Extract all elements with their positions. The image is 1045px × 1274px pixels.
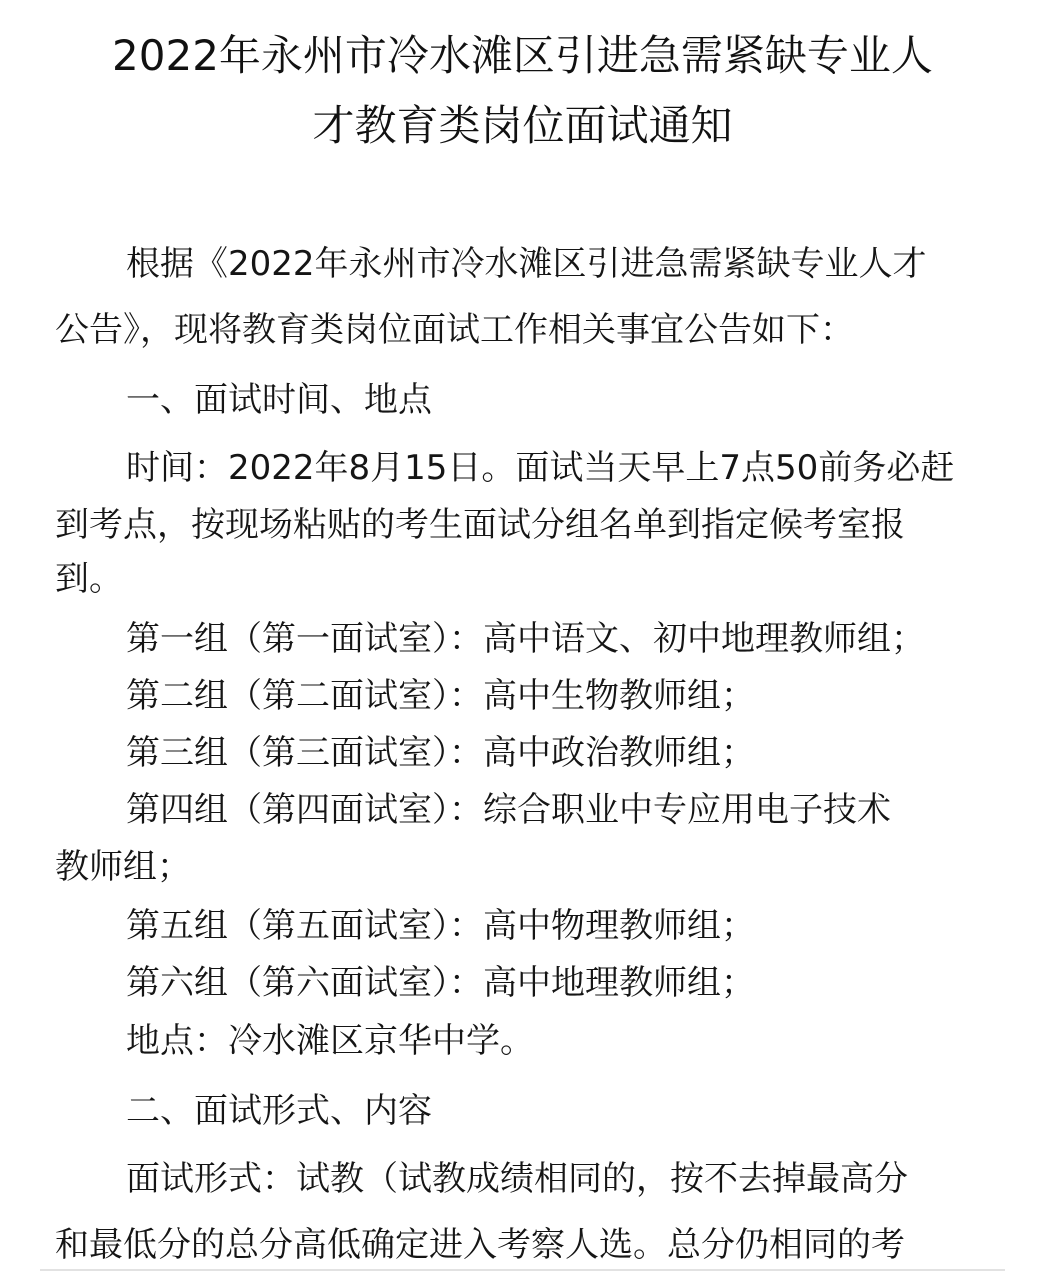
group-4-continuation-line: 教师组； <box>55 847 191 887</box>
format-paragraph-line-2: 和最低分的总分高低确定进入考察人选。总分仍相同的考 <box>55 1225 905 1265</box>
section-heading-time-location: 一、面试时间、地点 <box>126 380 432 420</box>
location-line: 地点：冷水滩区京华中学。 <box>126 1021 534 1061</box>
page-bottom-divider <box>40 1269 1005 1271</box>
intro-paragraph-line-1: 根据《2022年永州市冷水滩区引进急需紧缺专业人才 <box>126 244 927 284</box>
notice-title-line-2: 才教育类岗位面试通知 <box>312 101 733 150</box>
group-3-line: 第三组（第三面试室）：高中政治教师组； <box>126 733 755 773</box>
group-2-line: 第二组（第二面试室）：高中生物教师组； <box>126 676 755 716</box>
group-1-line: 第一组（第一面试室）：高中语文、初中地理教师组； <box>126 619 925 659</box>
intro-paragraph-line-2: 公告》，现将教育类岗位面试工作相关事宜公告如下： <box>55 310 854 350</box>
format-paragraph-line-1: 面试形式：试教（试教成绩相同的，按不去掉最高分 <box>126 1159 908 1199</box>
time-paragraph-line-2: 到考点，按现场粘贴的考生面试分组名单到指定候考室报 <box>55 505 905 545</box>
group-6-line: 第六组（第六面试室）：高中地理教师组； <box>126 963 755 1003</box>
notice-title-line-1: 2022年永州市冷水滩区引进急需紧缺专业人 <box>112 31 933 80</box>
group-5-line: 第五组（第五面试室）：高中物理教师组； <box>126 906 755 946</box>
time-paragraph-line-3: 到。 <box>55 559 123 599</box>
section-heading-format-content: 二、面试形式、内容 <box>126 1091 432 1131</box>
group-4-line: 第四组（第四面试室）：综合职业中专应用电子技术 <box>126 790 891 830</box>
time-paragraph-line-1: 时间：2022年8月15日。面试当天早上7点50前务必赶 <box>126 448 955 488</box>
